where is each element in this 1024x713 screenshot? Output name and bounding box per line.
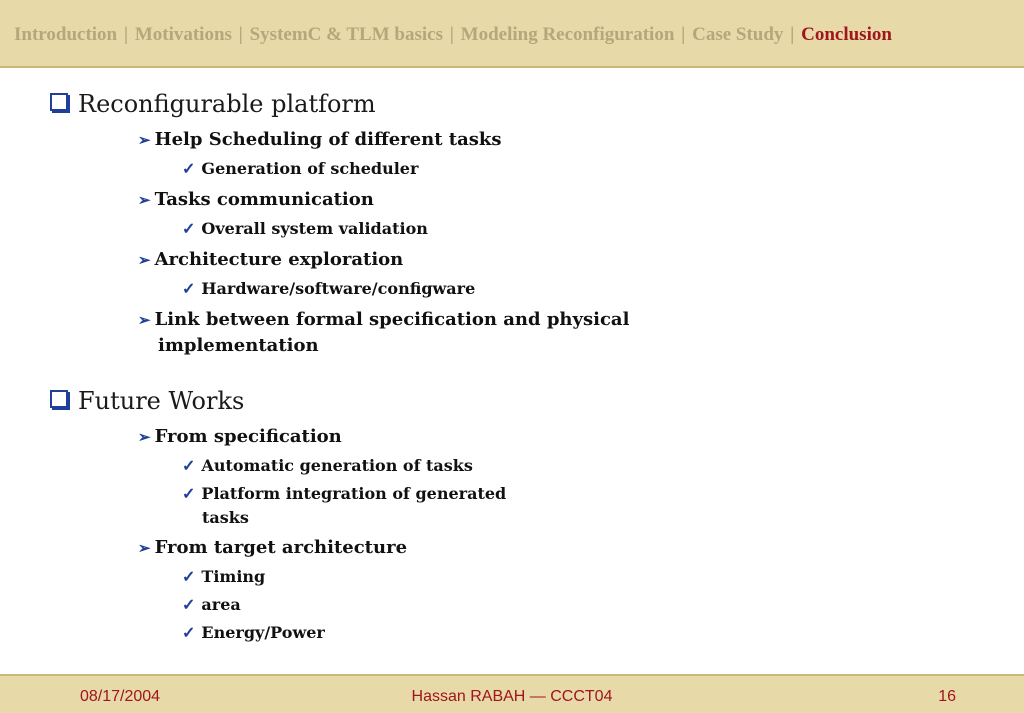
list-item: ➢ From target architecture	[138, 537, 408, 558]
list-item: ➢ Architecture exploration	[138, 249, 404, 270]
arrow-bullet-icon: ➢	[138, 131, 151, 149]
header-bar	[0, 0, 1024, 68]
nav-separator: |	[681, 24, 686, 45]
page-number: 16	[938, 688, 956, 705]
nav-separator: |	[449, 24, 454, 45]
checkmark-icon: ✓	[182, 456, 196, 475]
section-title-future-works: Future Works	[50, 387, 244, 415]
nav-item-case-study[interactable]: Case Study	[692, 24, 784, 45]
list-item: ✓ Platform integration of generated tasks	[182, 484, 507, 527]
checkmark-icon: ✓	[182, 159, 196, 178]
nav-item-motivations[interactable]: Motivations	[134, 24, 232, 45]
nav-item-introduction[interactable]: Introduction	[14, 24, 118, 45]
list-item: ✓ area	[182, 595, 241, 614]
checkmark-icon: ✓	[182, 595, 196, 614]
checkmark-icon: ✓	[182, 279, 196, 298]
arrow-bullet-icon: ➢	[138, 191, 151, 209]
slide-footer	[0, 674, 1024, 713]
square-bullet-icon	[50, 93, 68, 111]
section-title-reconfigurable-platform: Reconfigurable platform	[50, 90, 376, 118]
list-item: ✓ Overall system validation	[182, 219, 428, 238]
arrow-bullet-icon: ➢	[138, 539, 151, 557]
list-item: ➢ Link between formal specification and physical implementation	[138, 309, 630, 356]
checkmark-icon: ✓	[182, 567, 196, 586]
nav-separator: |	[238, 24, 243, 45]
checkmark-icon: ✓	[182, 623, 196, 642]
nav-separator: |	[790, 24, 795, 45]
arrow-bullet-icon: ➢	[138, 428, 151, 446]
nav-item-systemc-tlm[interactable]: SystemC & TLM basics	[249, 24, 443, 45]
arrow-bullet-icon: ➢	[138, 251, 151, 269]
list-item: ✓ Hardware/software/configware	[182, 279, 476, 298]
list-item: ➢ Tasks communication	[138, 189, 374, 210]
arrow-bullet-icon: ➢	[138, 311, 151, 329]
list-item: ✓ Timing	[182, 567, 266, 586]
nav-item-modeling-reconfiguration[interactable]: Modeling Reconfiguration	[460, 24, 675, 45]
list-item: ➢ Help Scheduling of different tasks	[138, 129, 502, 150]
footer-date: 08/17/2004	[80, 688, 161, 705]
square-bullet-icon	[50, 390, 68, 408]
nav-separator: |	[123, 24, 129, 45]
nav-item-conclusion[interactable]: Conclusion	[801, 24, 892, 45]
list-item: ➢ From specification	[138, 426, 342, 447]
list-item: ✓ Generation of scheduler	[182, 159, 419, 178]
list-item: ✓ Energy/Power	[182, 623, 325, 642]
section-nav	[14, 24, 1016, 46]
list-item: ✓ Automatic generation of tasks	[182, 456, 473, 475]
footer-author: Hassan RABAH — CCCT04	[411, 688, 613, 705]
checkmark-icon: ✓	[182, 484, 196, 503]
checkmark-icon: ✓	[182, 219, 196, 238]
